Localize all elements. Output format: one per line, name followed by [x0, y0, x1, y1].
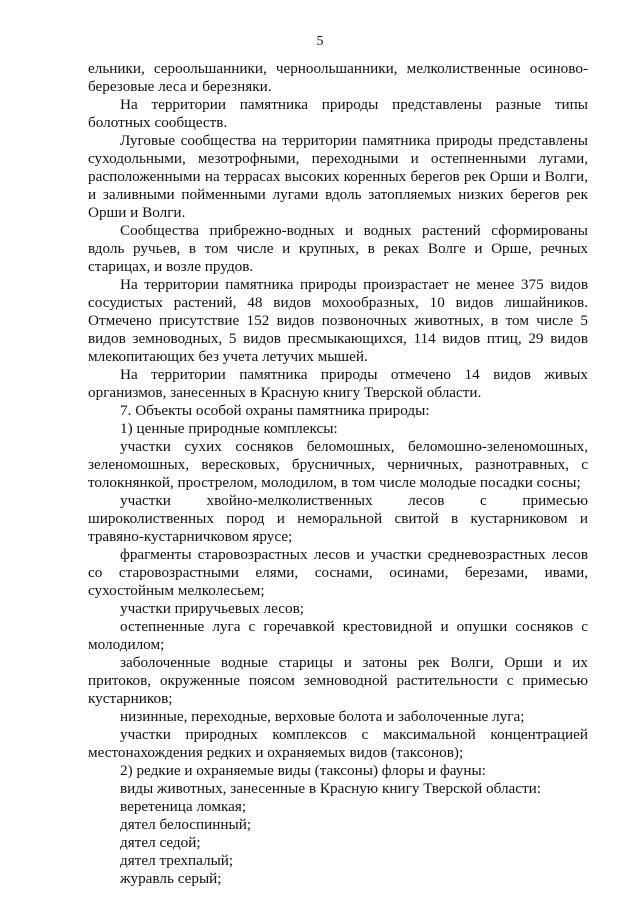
list-heading: виды животных, занесенные в Красную книгу Тверской области: [120, 780, 541, 797]
subsection-heading: 2) редкие и охраняемые виды (таксоны) флоры и фауны: [120, 762, 486, 779]
species-item: дятел трехпалый; [120, 852, 234, 869]
list-item: участки хвойно-мелколиственных лесов с примесью широколиственных пород и неморальной свитой в кустарниковом и травяно-кустарничковом ярусе; [88, 492, 588, 545]
subsection-heading: 1) ценные природные комплексы: [120, 420, 338, 437]
paragraph: На территории памятника природы отмечено 14 видов живых организмов, занесенных в Красную книгу Тверской области. [88, 366, 588, 401]
list-item: участки приручьевых лесов; [120, 600, 304, 617]
list-item: участки природных комплексов с максимальной концентрацией местонахождения редких и охраняемых видов (таксонов); [88, 726, 588, 761]
list-item: низинные, переходные, верховые болота и заболоченные луга; [120, 708, 525, 725]
list-item: остепненные луга с горечавкой крестовидной и опушки сосняков с молодилом; [88, 618, 588, 653]
paragraph: ельники, сероольшанники, черноольшанники, мелколиственные осиново-березовые леса и березняки. [88, 60, 588, 95]
list-item: участки сухих сосняков беломошных, беломошно-зеленомошных, зеленомошных, вересковых, брусничных, черничных, разнотравных, с толокнянкой, прострелом, молодилом, в том числе молодые посадки сосны; [88, 438, 588, 491]
paragraph: Сообщества прибрежно-водных и водных растений сформированы вдоль ручьев, в том числе и крупных, в реках Волге и Орше, речных старицах, и возле прудов. [88, 222, 588, 275]
species-item: дятел седой; [120, 834, 201, 851]
species-item: дятел белоспинный; [120, 816, 252, 833]
document-body [88, 60, 588, 888]
paragraph: На территории памятника природы представлены разные типы болотных сообществ. [88, 96, 588, 131]
page-number: 5 [316, 34, 324, 49]
list-item: заболоченные водные старицы и затоны рек Волги, Орши и их притоков, окруженные поясом земноводной растительности с примесью кустарников; [88, 654, 588, 707]
list-item: фрагменты старовозрастных лесов и участки средневозрастных лесов со старовозрастными елями, соснами, осинами, березами, ивами, сухостойным мелколесьем; [88, 546, 588, 599]
species-item: журавль серый; [120, 870, 222, 887]
paragraph: Луговые сообщества на территории памятника природы представлены суходольными, мезотрофными, переходными и остепненными лугами, расположенными на террасах высоких коренных берегов рек Орши и Волги, и заливными пойменными лугами вдоль затопляемых низких берегов рек Орши и Волги. [88, 132, 588, 221]
species-item: веретеница ломкая; [120, 798, 247, 815]
paragraph: На территории памятника природы произрастает не менее 375 видов сосудистых растений, 48 видов мохообразных, 10 видов лишайников. Отмечено присутствие 152 видов позвоночных животных, в том числе 5 видов земноводных, 5 видов пресмыкающихся, 114 видов птиц, 29 видов млекопитающих без учета летучих мышей. [88, 276, 588, 365]
section-heading: 7. Объекты особой охраны памятника природы: [120, 402, 430, 419]
